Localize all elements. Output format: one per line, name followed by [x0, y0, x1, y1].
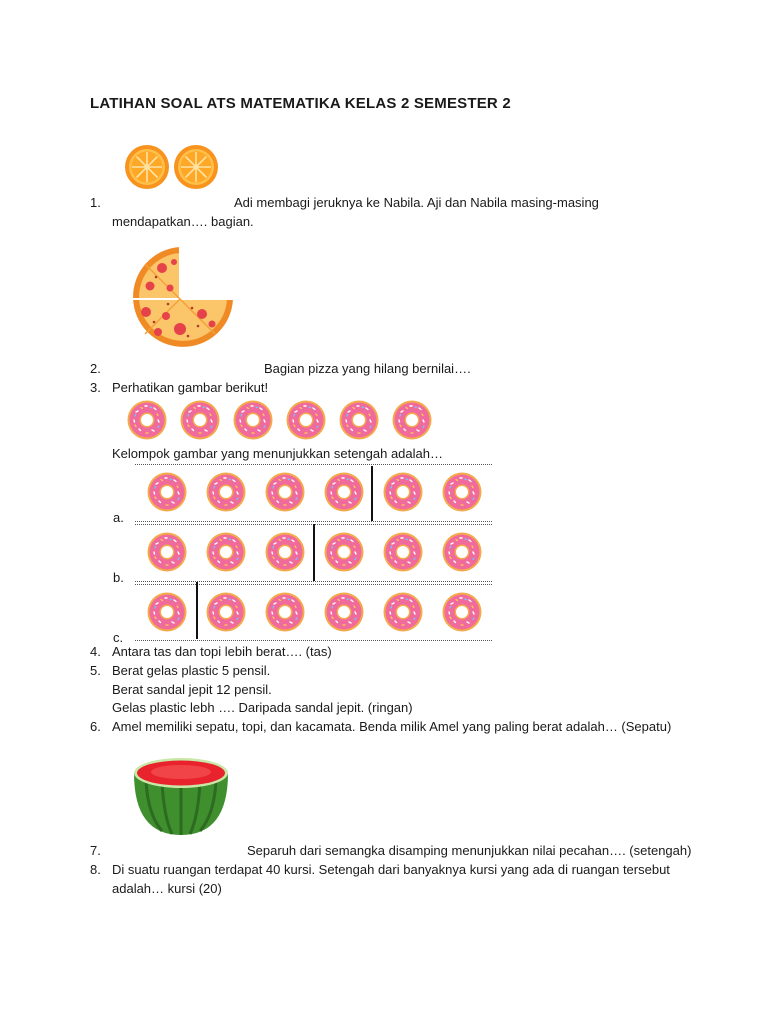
q7-text: Separuh dari semangka disamping menunjukkan nilai pecahan…. (setengah) — [247, 843, 692, 858]
option-b-label[interactable]: b. — [113, 570, 124, 585]
q5-number: 5. — [90, 663, 101, 678]
q8-number: 8. — [90, 862, 101, 877]
option-c-divider — [196, 582, 198, 639]
q4-number: 4. — [90, 644, 101, 659]
q7-number: 7. — [90, 843, 101, 858]
option-b-bottom-border — [135, 581, 492, 582]
watermelon-half-image — [132, 755, 230, 837]
option-b-divider — [313, 524, 315, 581]
option-c-label[interactable]: c. — [113, 630, 124, 645]
option-a-divider — [371, 466, 373, 521]
option-a-bottom-border — [135, 521, 492, 522]
orange-halves-image — [125, 144, 219, 190]
option-a-label[interactable]: a. — [113, 510, 124, 525]
option-c-top-border — [135, 584, 492, 585]
q5-text: Berat gelas plastic 5 pensil. — [112, 663, 271, 678]
q4-text: Antara tas dan topi lebih berat…. (tas) — [112, 644, 332, 659]
q2-number: 2. — [90, 361, 101, 376]
option-c-bottom-border — [135, 640, 492, 641]
q1-text-cont: mendapatkan…. bagian. — [112, 214, 254, 229]
orange-half-1 — [125, 145, 169, 189]
q3-prompt: Kelompok gambar yang menunjukkan setengah adalah… — [112, 446, 443, 461]
q6-number: 6. — [90, 719, 101, 734]
page-title: LATIHAN SOAL ATS MATEMATIKA KELAS 2 SEMESTER 2 — [90, 95, 511, 112]
orange-half-2 — [174, 145, 218, 189]
q5-text-2: Berat sandal jepit 12 pensil. — [112, 682, 272, 697]
q8-text: Di suatu ruangan terdapat 40 kursi. Setengah dari banyaknya kursi yang ada di ruangan tersebut — [112, 862, 670, 877]
q8-text-2: adalah… kursi (20) — [112, 881, 222, 896]
q2-text: Bagian pizza yang hilang bernilai…. — [264, 361, 471, 376]
pizza-image — [128, 244, 236, 352]
q5-text-3: Gelas plastic lebh …. Daripada sandal jepit. (ringan) — [112, 700, 413, 715]
donut-row-example — [127, 399, 437, 441]
q3-number: 3. — [90, 380, 101, 395]
option-a-top-border — [135, 464, 492, 465]
option-a-donuts[interactable] — [145, 469, 490, 515]
q1-number: 1. — [90, 195, 101, 210]
q6-text: Amel memiliki sepatu, topi, dan kacamata. Benda milik Amel yang paling berat adalah… (Sepatu) — [112, 719, 672, 734]
q1-text: Adi membagi jeruknya ke Nabila. Aji dan Nabila masing-masing — [234, 195, 599, 210]
option-b-donuts[interactable] — [145, 529, 490, 575]
q3-text: Perhatikan gambar berikut! — [112, 380, 269, 395]
